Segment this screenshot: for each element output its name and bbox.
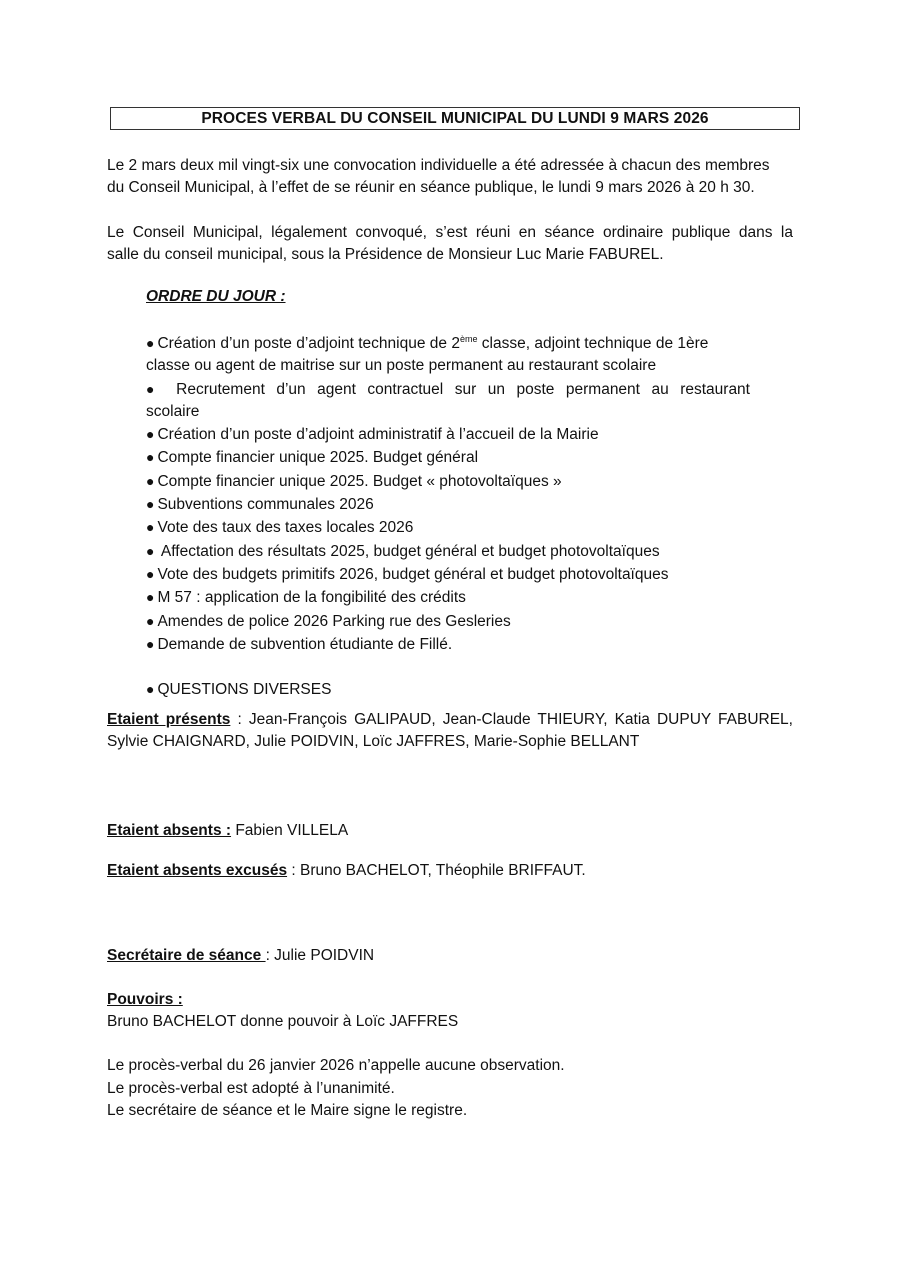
convocation-line: salle du conseil municipal, sous la Présidence de Monsieur Luc Marie FABUREL. [107,246,664,263]
document-title [110,107,800,130]
agenda-item [146,563,750,586]
bullet-icon: ● [146,335,155,351]
agenda-item-text: M 57 : application de la fongibilité des crédits [157,589,466,607]
agenda-item-text: Création d’un poste d’adjoint technique de 2 [157,335,460,352]
pouvoirs-label: Pouvoirs : [107,991,183,1008]
bullet-icon: ● [146,542,155,559]
absents-value: Fabien VILLELA [231,822,349,839]
agenda-item [146,423,750,446]
secretaire-value: : Julie POIDVIN [265,947,375,964]
excuses-label: Etaient absents excusés [107,862,288,879]
pouvoirs-block [107,989,793,1033]
absents-line [107,820,793,842]
closing-line: Le procès-verbal est adopté à l’unanimité. [107,1079,395,1097]
agenda-item [146,540,750,563]
agenda-item [146,470,750,493]
agenda-item-text: Subventions communales 2026 [157,496,374,514]
pouvoirs-value: Bruno BACHELOT donne pouvoir à Loïc JAFFRES [107,1013,459,1030]
agenda-heading: ORDRE DU JOUR : [146,288,286,305]
secretaire-label: Secrétaire de séance [107,947,266,964]
secretaire-line [107,945,793,967]
agenda-item-text: Création d’un poste d’adjoint administratif à l’accueil de la Mairie [157,426,599,444]
excuses-value: : Bruno BACHELOT, Théophile BRIFFAUT. [287,862,586,879]
presents-line [107,709,793,731]
agenda-item-text: Demande de subvention étudiante de Fillé. [157,635,453,653]
bullet-icon: ● [146,380,162,397]
agenda-item [146,586,750,609]
agenda-item-continuation: scolaire [146,402,200,420]
agenda-item-text: Amendes de police 2026 Parking rue des Gesleries [157,612,511,630]
agenda-item [146,493,750,516]
presents-line: Sylvie CHAIGNARD, Julie POIDVIN, Loïc JAFFRES, Marie-Sophie BELLANT [107,733,640,750]
agenda-item-text: Vote des taux des taxes locales 2026 [157,519,414,537]
absents-label: Etaient absents : [107,822,232,839]
agenda-list [146,332,750,701]
bullet-icon: ● [146,612,155,629]
agenda-item-text: Vote des budgets primitifs 2026, budget général et budget photovoltaïques [157,565,669,583]
agenda-item [146,610,750,633]
closing-block [107,1055,793,1123]
agenda-item [146,633,750,656]
excuses-line [107,860,793,882]
bullet-icon: ● [146,496,155,513]
bullet-icon: ● [146,449,155,466]
closing-line: Le procès-verbal du 26 janvier 2026 n’appelle aucune observation. [107,1057,565,1074]
convocation-paragraph [107,222,793,266]
convocation-line: Le Conseil Municipal, légalement convoqué, s’est réuni en séance ordinaire publique dans la [107,224,793,241]
agenda-item-text: Recrutement d’un agent contractuel sur un poste permanent au restaurant [176,380,750,398]
intro-line: du Conseil Municipal, à l’effet de se réunir en séance publique, le lundi 9 mars 2026 à 20 h 30. [107,179,755,196]
bullet-icon: ● [146,519,155,536]
presents-label: Etaient présents [107,711,231,728]
intro-paragraph [107,155,793,199]
bullet-icon: ● [146,681,155,698]
presents-names: : Jean-François GALIPAUD, Jean-Claude THIEURY, Katia DUPUY FABUREL, [230,711,793,728]
superscript: ème [459,334,478,344]
agenda-item-continuation: classe ou agent de maitrise sur un poste permanent au restaurant scolaire [146,357,657,375]
agenda-item-text: Affectation des résultats 2025, budget général et budget photovoltaïques [157,542,660,560]
agenda-item [146,516,750,539]
agenda-item [146,446,750,469]
agenda-item-text: QUESTIONS DIVERSES [157,681,332,699]
presents-paragraph [107,709,793,753]
bullet-icon: ● [146,635,155,652]
agenda-item-questions [146,678,750,701]
agenda-item-text: Compte financier unique 2025. Budget « photovoltaïques » [157,472,562,490]
closing-line: Le secrétaire de séance et le Maire signe le registre. [107,1102,468,1119]
agenda-item [146,332,750,355]
agenda-item-text: classe, adjoint technique de 1ère [477,335,709,352]
bullet-icon: ● [146,472,155,489]
agenda-item-text: Compte financier unique 2025. Budget général [157,449,479,467]
bullet-icon: ● [146,589,155,606]
document-title-text: PROCES VERBAL DU CONSEIL MUNICIPAL DU LUNDI 9 MARS 2026 [201,109,709,127]
intro-line: Le 2 mars deux mil vingt-six une convocation individuelle a été adressée à chacun des membres [107,157,770,174]
agenda-item [146,378,750,401]
bullet-icon: ● [146,565,155,582]
bullet-icon: ● [146,426,155,443]
